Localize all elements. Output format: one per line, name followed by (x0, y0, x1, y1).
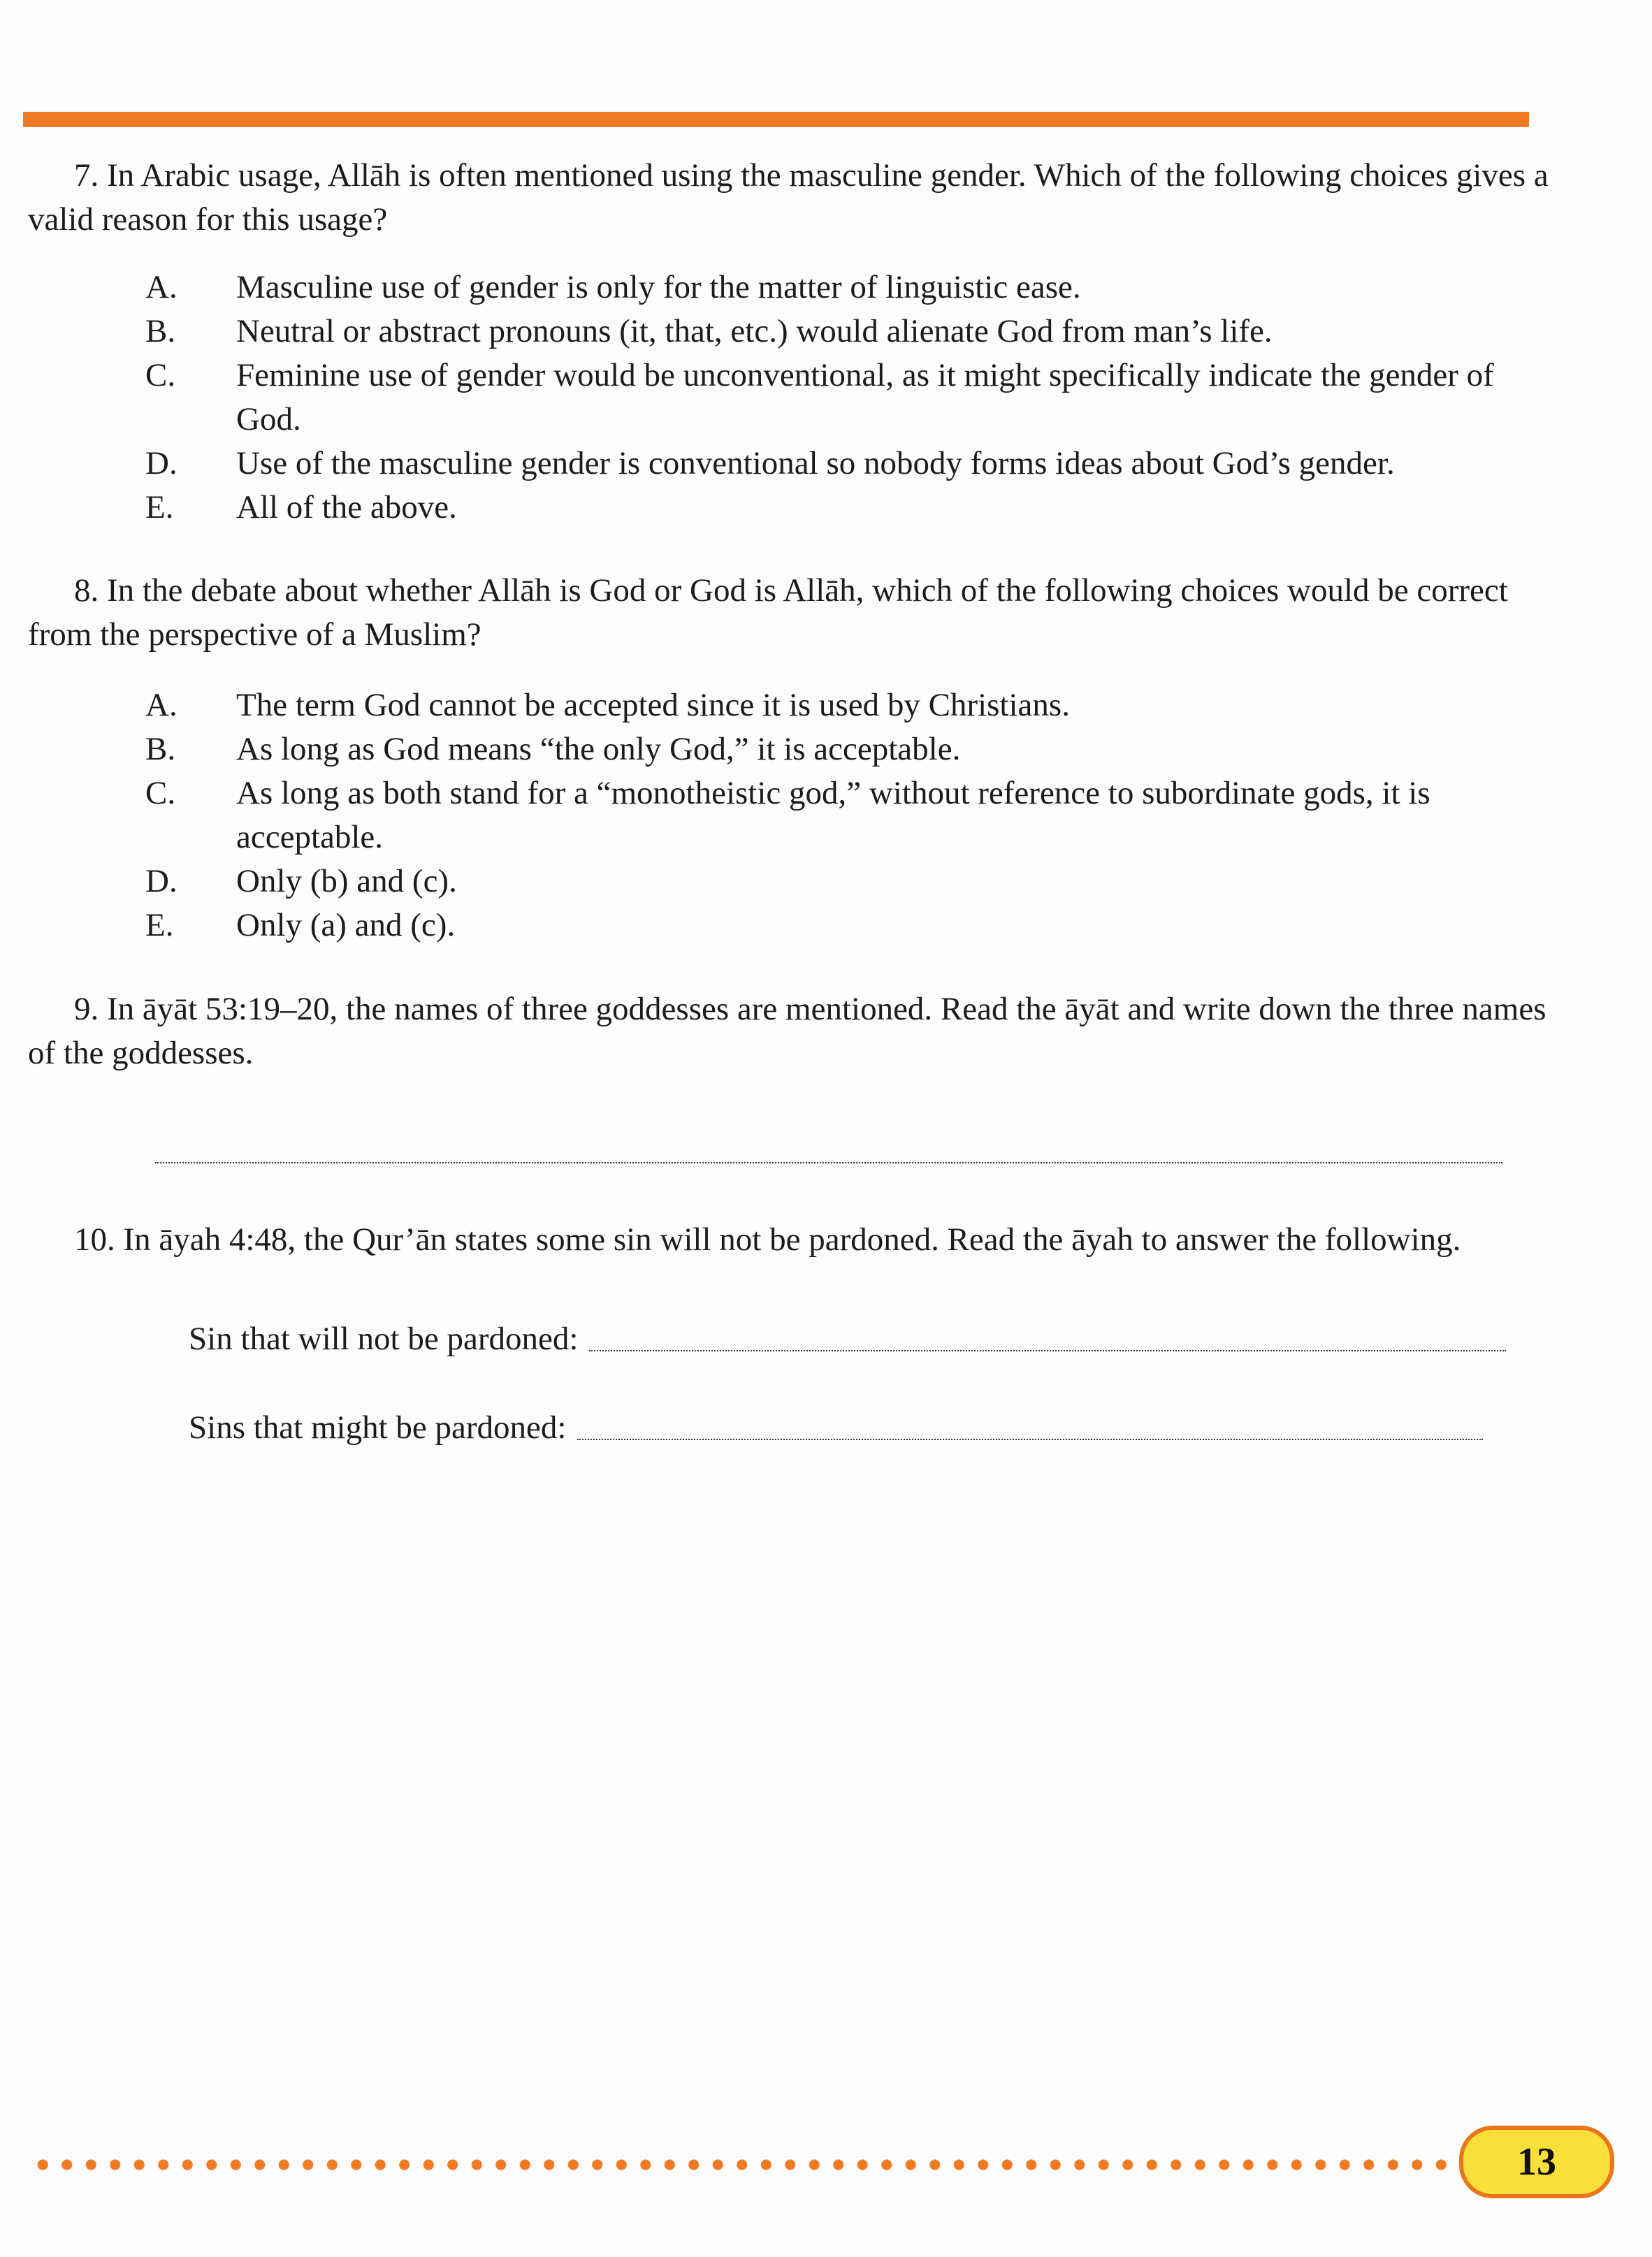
page-number-badge (1459, 2126, 1614, 2198)
option-letter: E. (145, 907, 174, 943)
question-7 (28, 154, 1551, 242)
question-9 (28, 987, 1551, 1075)
question-10-text: 10. In āyah 4:48, the Qur’ān states some sin will not be pardoned. Read the āyah to answer the following. (74, 1221, 1461, 1258)
option-text: Only (b) and (c). (236, 863, 457, 899)
option-text: Only (a) and (c). (236, 907, 456, 943)
footer-dot-rail (31, 2158, 1449, 2172)
option-text: All of the above. (236, 489, 457, 525)
option-letter: A. (145, 687, 177, 723)
question-8-option-c[interactable] (145, 771, 1536, 859)
question-7-option-b[interactable] (145, 310, 1536, 354)
not-pardoned-label: Sin that will not be pardoned: (189, 1321, 587, 1357)
question-7-text: 7. In Arabic usage, Allāh is often mentioned using the masculine gender. Which of the following choices gives a valid reason for this usage? (28, 157, 1549, 238)
top-orange-rule (23, 112, 1529, 127)
question-7-option-a[interactable] (145, 266, 1536, 310)
option-letter: D. (145, 863, 177, 899)
not-pardoned-row (189, 1317, 1506, 1361)
question-7-option-e[interactable] (145, 486, 1536, 530)
option-letter: D. (145, 445, 177, 481)
question-8-option-a[interactable] (145, 683, 1536, 727)
question-7-option-d[interactable] (145, 442, 1536, 486)
option-text: Feminine use of gender would be unconventional, as it might specifically indicate the gender of God. (236, 357, 1494, 437)
not-pardoned-answer-line[interactable] (589, 1350, 1506, 1351)
option-text: Neutral or abstract pronouns (it, that, etc.) would alienate God from man’s life. (236, 313, 1273, 349)
question-8 (28, 569, 1551, 657)
might-pardoned-answer-line[interactable] (577, 1439, 1483, 1440)
option-text: Use of the masculine gender is conventional so nobody forms ideas about God’s gender. (236, 445, 1395, 481)
option-letter: C. (145, 357, 176, 393)
option-letter: A. (145, 269, 177, 305)
question-8-option-e[interactable] (145, 903, 1536, 948)
might-pardoned-label: Sins that might be pardoned: (189, 1409, 575, 1446)
question-10 (28, 1218, 1551, 1262)
option-text: The term God cannot be accepted since it is used by Christians. (236, 687, 1070, 723)
question-8-text: 8. In the debate about whether Allāh is God or God is Allāh, which of the following choices would be correct from the perspective of a Muslim? (28, 572, 1508, 653)
question-9-text: 9. In āyāt 53:19–20, the names of three goddesses are mentioned. Read the āyāt and write down the three names of the goddesses. (28, 991, 1546, 1071)
option-letter: E. (145, 489, 174, 525)
question-8-option-b[interactable] (145, 727, 1536, 771)
question-7-options (145, 266, 1536, 530)
option-letter: B. (145, 731, 176, 767)
question-8-option-d[interactable] (145, 859, 1536, 903)
option-text: As long as both stand for a “monotheistic god,” without reference to subordinate gods, it is acceptable. (236, 775, 1430, 855)
option-text: Masculine use of gender is only for the matter of linguistic ease. (236, 269, 1081, 305)
question-7-option-c[interactable] (145, 354, 1536, 442)
question-8-options (145, 683, 1536, 948)
page-number: 13 (1517, 2140, 1556, 2184)
might-pardoned-row (189, 1406, 1483, 1450)
option-letter: C. (145, 775, 176, 811)
option-letter: B. (145, 313, 176, 349)
option-text: As long as God means “the only God,” it is acceptable. (236, 731, 961, 767)
question-9-answer-line[interactable] (155, 1162, 1502, 1163)
